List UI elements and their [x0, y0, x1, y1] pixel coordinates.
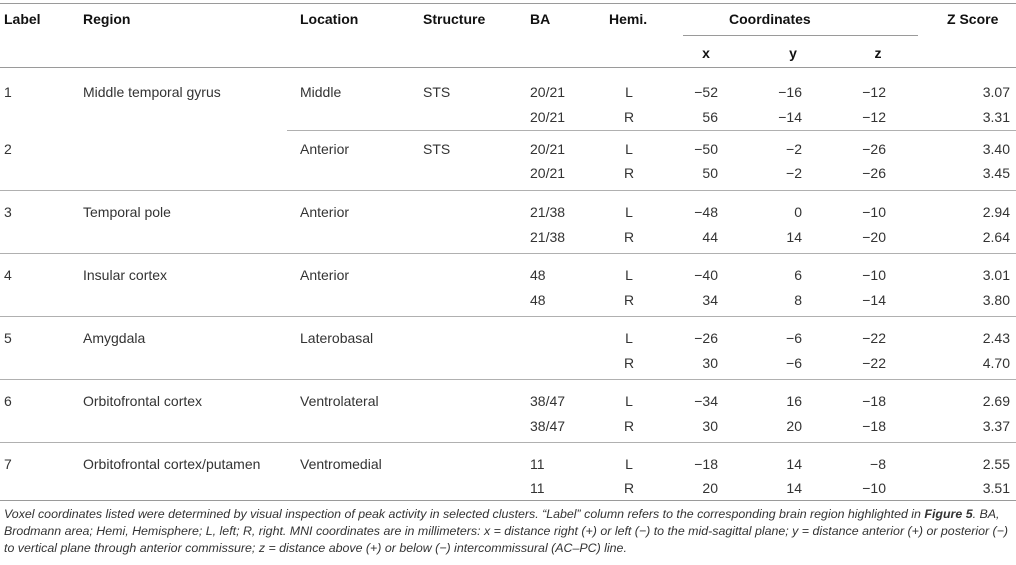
cell-label: 3 — [4, 204, 12, 220]
cell-location: Middle — [300, 84, 342, 100]
figure-reference: Figure 5 — [924, 507, 973, 521]
header-label: Label — [4, 11, 41, 27]
cell-hemi: L — [625, 393, 633, 409]
cell-zscore: 2.43 — [982, 330, 1010, 346]
cell-zscore: 2.55 — [982, 456, 1010, 472]
cell-zscore: 3.80 — [982, 292, 1010, 308]
cell-structure: STS — [423, 84, 451, 100]
header-zscore: Z Score — [947, 11, 999, 27]
cell-y: −2 — [786, 141, 802, 157]
cell-x: −40 — [694, 267, 718, 283]
cell-hemi: L — [625, 456, 633, 472]
cell-z: −18 — [862, 393, 886, 409]
cell-location: Ventrolateral — [300, 393, 379, 409]
cell-y: 20 — [786, 418, 802, 434]
cell-region: Middle temporal gyrus — [83, 84, 221, 100]
cell-ba: 20/21 — [530, 84, 566, 100]
cell-x: 34 — [702, 292, 718, 308]
cell-y: 8 — [794, 292, 802, 308]
cell-structure: STS — [423, 141, 451, 157]
cell-hemi: R — [623, 480, 635, 496]
group-separator — [287, 130, 1016, 131]
cell-zscore: 2.64 — [982, 229, 1010, 245]
table-top-rule — [0, 3, 1016, 4]
cell-x: 50 — [702, 165, 718, 181]
group-separator — [0, 190, 1016, 191]
cell-ba: 11 — [530, 456, 545, 472]
cell-x: −52 — [694, 84, 718, 100]
cell-zscore: 2.69 — [982, 393, 1010, 409]
cell-z: −22 — [862, 355, 886, 371]
cell-hemi: R — [623, 229, 635, 245]
cell-ba: 48 — [530, 267, 546, 283]
cell-location: Ventromedial — [300, 456, 382, 472]
cell-hemi: L — [625, 267, 633, 283]
cell-y: 16 — [786, 393, 802, 409]
cell-zscore: 3.45 — [982, 165, 1010, 181]
cell-x: 44 — [702, 229, 718, 245]
cell-location: Laterobasal — [300, 330, 374, 346]
cell-y: 6 — [794, 267, 802, 283]
cell-y: 14 — [786, 229, 802, 245]
cell-hemi: L — [625, 84, 633, 100]
cell-region: Orbitofrontal cortex/putamen — [83, 456, 261, 472]
cell-ba: 20/21 — [530, 141, 566, 157]
cell-y: −16 — [778, 84, 802, 100]
cell-x: −50 — [694, 141, 718, 157]
cell-label: 7 — [4, 456, 12, 472]
cell-zscore: 3.31 — [982, 109, 1010, 125]
cell-z: −22 — [862, 330, 886, 346]
group-separator — [0, 253, 1016, 254]
cell-x: 30 — [702, 418, 718, 434]
header-x: x — [702, 45, 710, 61]
cell-z: −10 — [862, 267, 886, 283]
header-z: z — [874, 45, 882, 61]
cell-hemi: L — [625, 204, 633, 220]
cell-zscore: 4.70 — [982, 355, 1010, 371]
cell-region: Insular cortex — [83, 267, 168, 283]
header-bottom-rule — [0, 67, 1016, 68]
cell-x: −18 — [694, 456, 718, 472]
cell-location: Anterior — [300, 267, 350, 283]
cell-z: −12 — [862, 109, 886, 125]
cell-label: 6 — [4, 393, 12, 409]
header-hemi: Hemi. — [609, 11, 648, 27]
cell-ba: 20/21 — [530, 165, 566, 181]
cell-hemi: L — [625, 141, 633, 157]
cell-z: −18 — [862, 418, 886, 434]
cell-zscore: 3.51 — [982, 480, 1010, 496]
group-separator — [0, 379, 1016, 380]
header-ba: BA — [530, 11, 551, 27]
cell-z: −10 — [862, 204, 886, 220]
table-bottom-rule — [0, 500, 1016, 501]
cell-hemi: R — [623, 355, 635, 371]
cell-y: −6 — [786, 355, 802, 371]
cell-y: 14 — [786, 456, 802, 472]
cell-x: −48 — [694, 204, 718, 220]
cell-location: Anterior — [300, 204, 350, 220]
cell-ba: 38/47 — [530, 393, 566, 409]
header-y: y — [789, 45, 797, 61]
cell-hemi: R — [623, 165, 635, 181]
cell-label: 1 — [4, 84, 12, 100]
cell-region: Temporal pole — [83, 204, 171, 220]
cell-region: Amygdala — [83, 330, 146, 346]
cell-ba: 20/21 — [530, 109, 566, 125]
cell-x: 30 — [702, 355, 718, 371]
cell-z: −8 — [870, 456, 886, 472]
cell-y: 14 — [786, 480, 802, 496]
cell-z: −26 — [862, 165, 886, 181]
coordinates-sub-rule — [683, 35, 918, 36]
cell-z: −20 — [862, 229, 886, 245]
cell-label: 4 — [4, 267, 12, 283]
cell-x: −26 — [694, 330, 718, 346]
cell-x: −34 — [694, 393, 718, 409]
cell-label: 2 — [4, 141, 12, 157]
header-location: Location — [300, 11, 359, 27]
header-coordinates: Coordinates — [729, 11, 811, 27]
group-separator — [0, 442, 1016, 443]
cell-label: 5 — [4, 330, 12, 346]
cell-y: −14 — [778, 109, 802, 125]
cell-z: −10 — [862, 480, 886, 496]
cell-y: −2 — [786, 165, 802, 181]
cell-z: −14 — [862, 292, 886, 308]
footnote-text-2: . BA, Brodmann area; Hemi, Hemisphere; L, left; R, right. MNI coordinates are in millimeters: x = distance right (+) or left (−) to the mid-sagittal plane; y = distance anterior (+) or posterior (−) to vertical plane through anterior commissure; z = distance above (+) or below (−) intercommissural (AC–PC) line. — [4, 507, 1009, 555]
cell-z: −26 — [862, 141, 886, 157]
cell-y: 0 — [794, 204, 802, 220]
cell-region: Orbitofrontal cortex — [83, 393, 203, 409]
header-structure: Structure — [423, 11, 486, 27]
cell-hemi: L — [625, 330, 633, 346]
cell-ba: 21/38 — [530, 229, 566, 245]
cell-zscore: 3.40 — [982, 141, 1010, 157]
cell-zscore: 3.01 — [982, 267, 1010, 283]
cell-z: −12 — [862, 84, 886, 100]
cell-hemi: R — [623, 292, 635, 308]
cell-location: Anterior — [300, 141, 350, 157]
cell-x: 56 — [702, 109, 718, 125]
cell-hemi: R — [623, 109, 635, 125]
cell-ba: 48 — [530, 292, 546, 308]
cell-x: 20 — [702, 480, 718, 496]
footnote-text-1: Voxel coordinates listed were determined by visual inspection of peak activity in selected clusters. “Label” column refers to the corresponding brain region highlighted in — [4, 507, 925, 521]
table-footnote — [4, 506, 1009, 557]
cell-ba: 38/47 — [530, 418, 566, 434]
cell-hemi: R — [623, 418, 635, 434]
cell-zscore: 3.07 — [982, 84, 1010, 100]
header-region: Region — [83, 11, 131, 27]
group-separator — [0, 316, 1016, 317]
cell-zscore: 3.37 — [982, 418, 1010, 434]
cell-y: −6 — [786, 330, 802, 346]
cell-ba: 21/38 — [530, 204, 566, 220]
cell-zscore: 2.94 — [982, 204, 1010, 220]
cell-ba: 11 — [530, 480, 545, 496]
